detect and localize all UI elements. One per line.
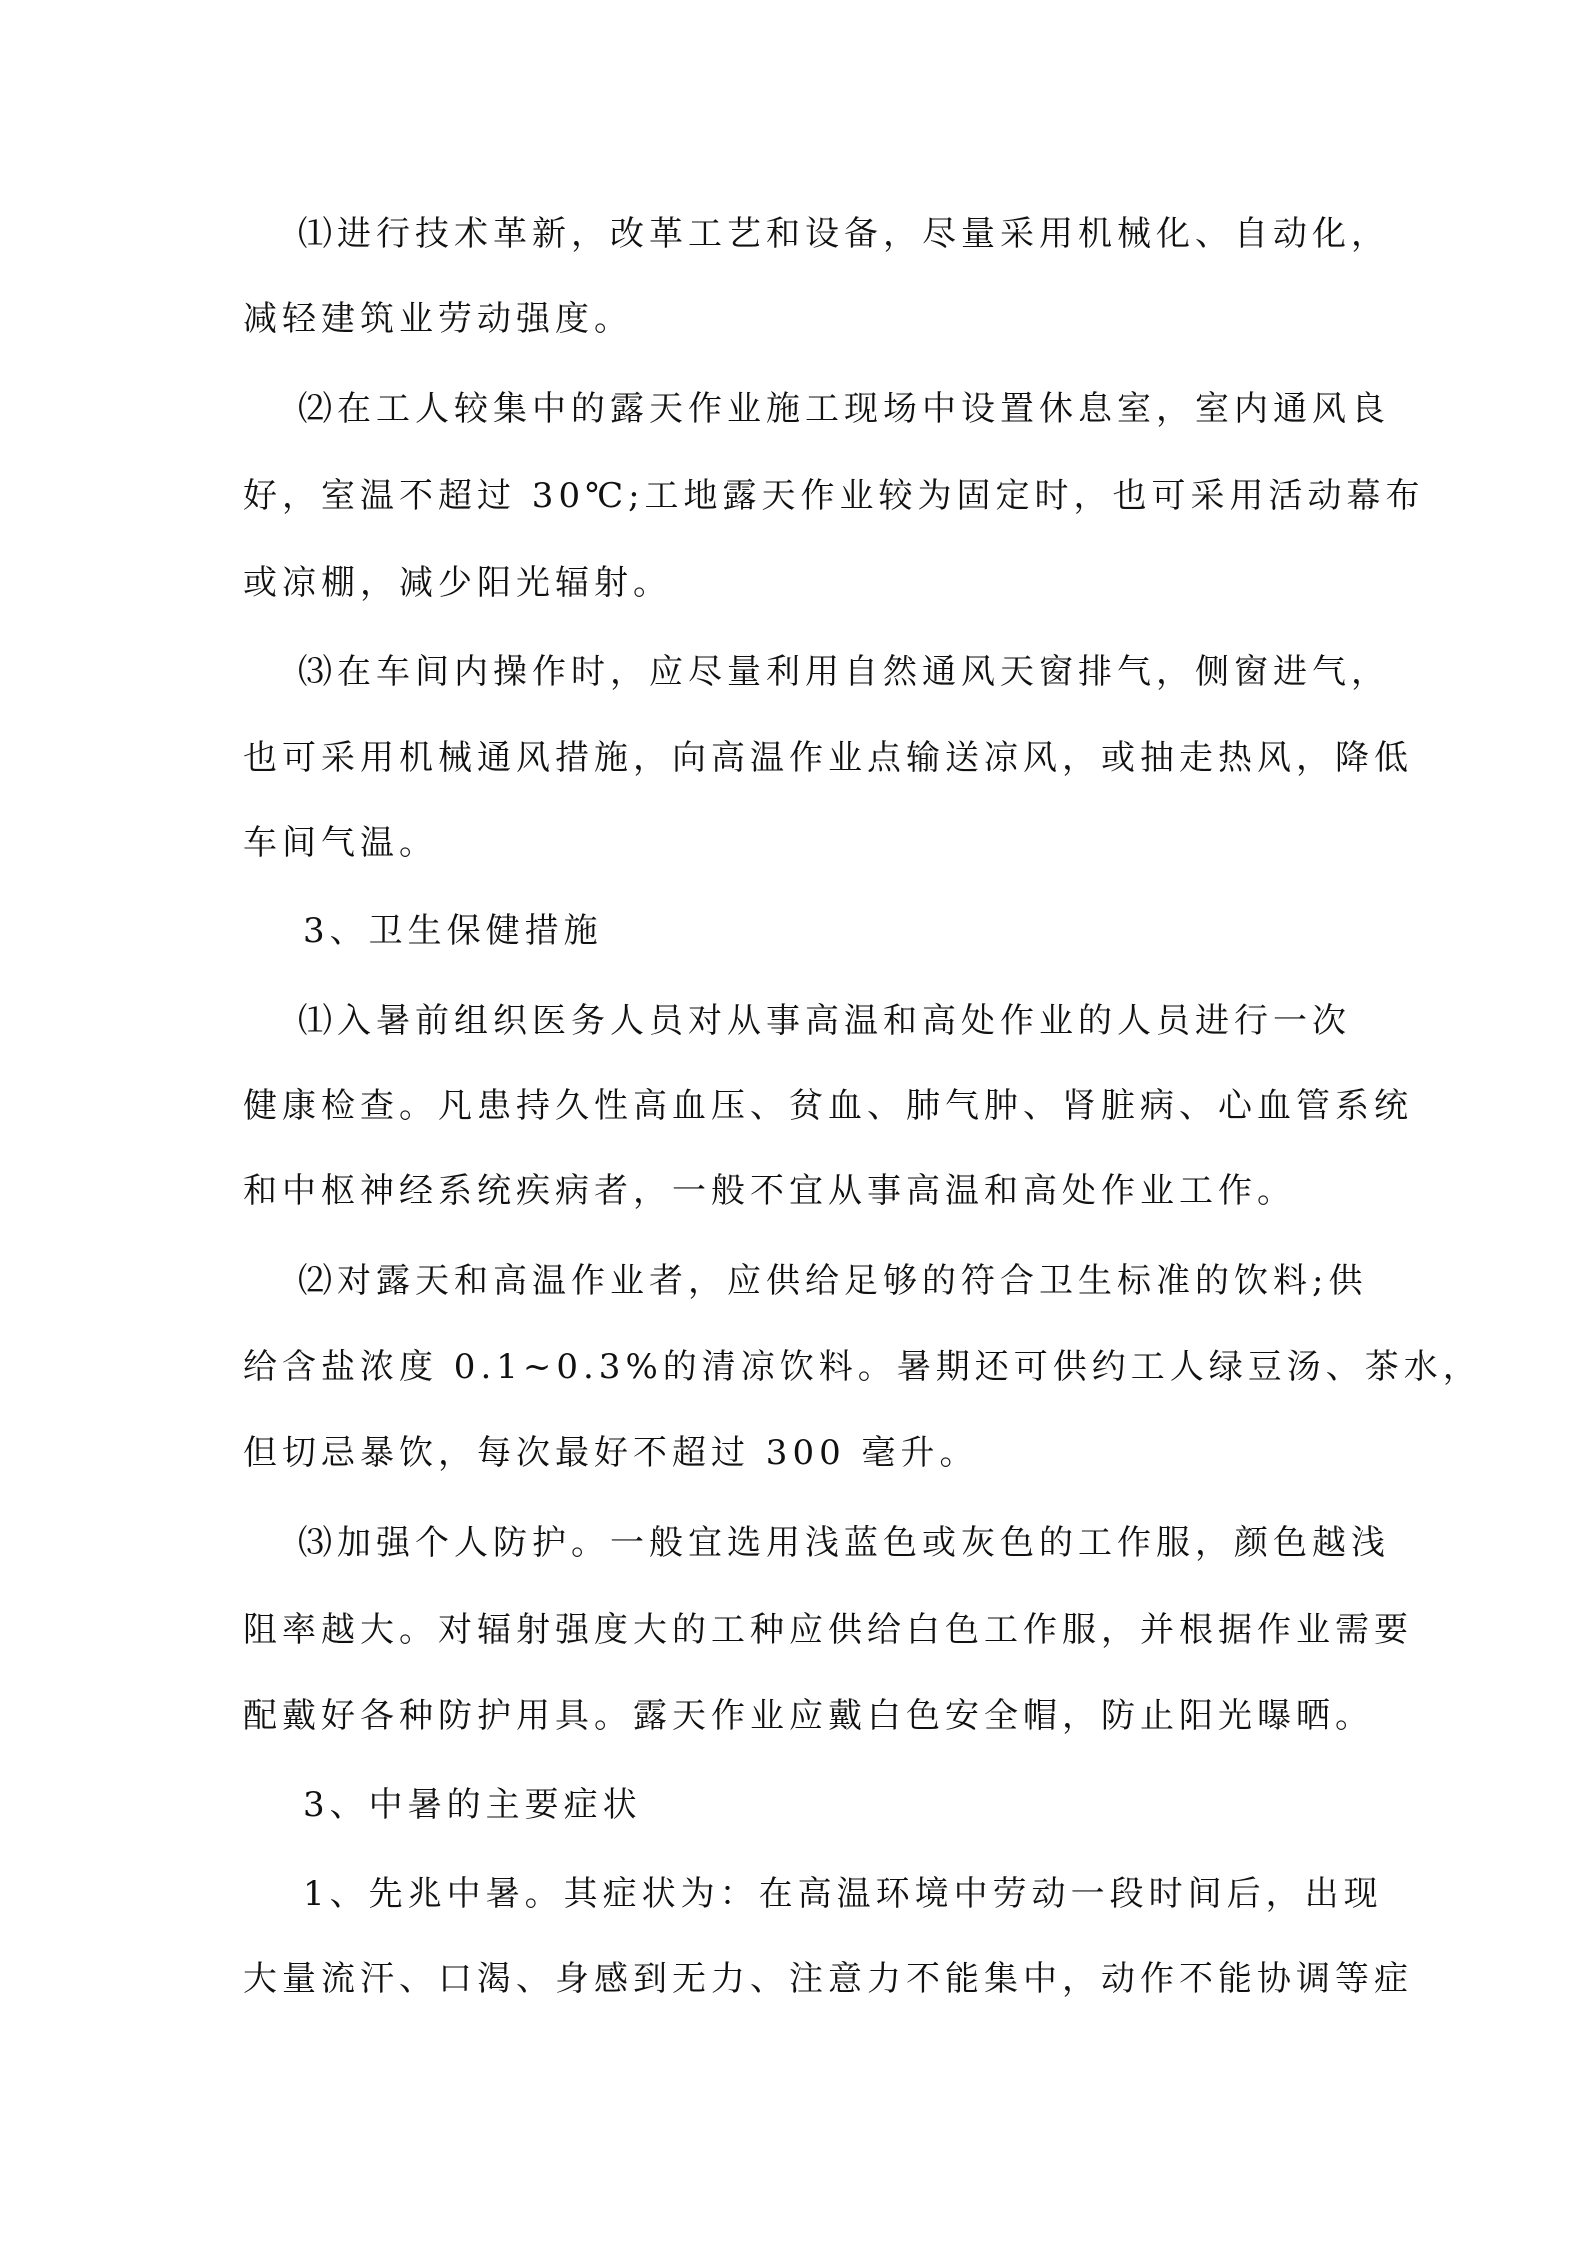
paragraph-4-line-3: 和中枢神经系统疾病者，一般不宜从事高温和高处作业工作。 bbox=[243, 1171, 1296, 1211]
paragraph-2-line-3: 或凉棚，减少阳光辐射。 bbox=[243, 563, 672, 603]
paragraph-6-line-1: ⑶加强个人防护。一般宜选用浅蓝色或灰色的工作服，颜色越浅 bbox=[298, 1523, 1390, 1563]
paragraph-2-line-2: 好，室温不超过 30℃;工地露天作业较为固定时，也可采用活动幕布 bbox=[243, 476, 1425, 516]
paragraph-6-line-3: 配戴好各种防护用具。露天作业应戴白色安全帽，防止阳光曝晒。 bbox=[243, 1696, 1374, 1736]
paragraph-2-line-1: ⑵在工人较集中的露天作业施工现场中设置休息室，室内通风良 bbox=[298, 389, 1390, 429]
paragraph-3-line-3: 车间气温。 bbox=[243, 823, 438, 863]
paragraph-4-line-1: ⑴入暑前组织医务人员对从事高温和高处作业的人员进行一次 bbox=[298, 1001, 1351, 1041]
paragraph-3-line-2: 也可采用机械通风措施，向高温作业点输送凉风，或抽走热风，降低 bbox=[243, 738, 1413, 778]
paragraph-5-line-3: 但切忌暴饮，每次最好不超过 300 毫升。 bbox=[243, 1433, 979, 1473]
paragraph-1-line-2: 减轻建筑业劳动强度。 bbox=[243, 299, 633, 339]
paragraph-5-line-1: ⑵对露天和高温作业者，应供给足够的符合卫生标准的饮料;供 bbox=[298, 1261, 1368, 1301]
paragraph-7-line-1: 1、先兆中暑。其症状为：在高温环境中劳动一段时间后，出现 bbox=[303, 1874, 1383, 1914]
paragraph-3-line-1: ⑶在车间内操作时，应尽量利用自然通风天窗排气，侧窗进气， bbox=[298, 652, 1390, 692]
section-heading-health-measures: 3、卫生保健措施 bbox=[303, 911, 603, 951]
paragraph-6-line-2: 阻率越大。对辐射强度大的工种应供给白色工作服，并根据作业需要 bbox=[243, 1610, 1413, 1650]
paragraph-1-line-1: ⑴进行技术革新，改革工艺和设备，尽量采用机械化、自动化， bbox=[298, 214, 1390, 254]
section-heading-heatstroke-symptoms: 3、中暑的主要症状 bbox=[303, 1785, 642, 1825]
paragraph-7-line-2: 大量流汗、口渴、身感到无力、注意力不能集中，动作不能协调等症 bbox=[243, 1959, 1413, 1999]
paragraph-5-line-2: 给含盐浓度 0.1~0.3%的清凉饮料。暑期还可供约工人绿豆汤、茶水， bbox=[243, 1347, 1482, 1387]
paragraph-4-line-2: 健康检查。凡患持久性高血压、贫血、肺气肿、肾脏病、心血管系统 bbox=[243, 1086, 1413, 1126]
